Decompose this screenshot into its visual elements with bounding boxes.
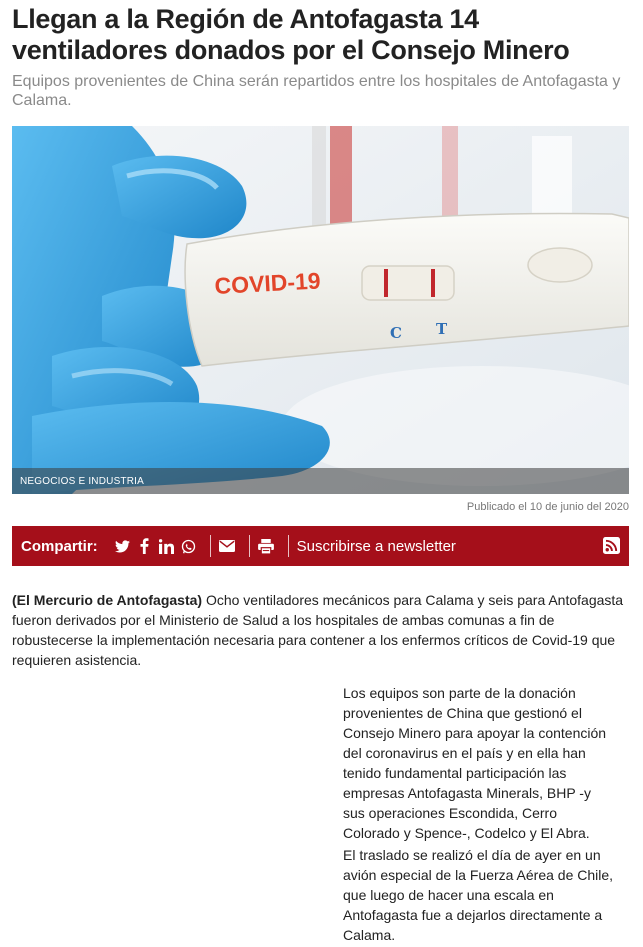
twitter-icon[interactable] [114,538,131,555]
divider [288,535,289,557]
article-paragraph: El traslado se realizó el día de ayer en un avión especial de la Fuerza Aérea de Chile, que luego de hacer una escala en Antofagasta fue a dejarlos directamente a Calama. [343,847,614,943]
publish-date: Publicado el 10 de junio del 2020 [466,501,629,513]
control-marker: C [390,324,402,342]
test-marker: T [436,320,448,338]
article-lead [12,590,632,670]
article-headline: Llegan a la Región de Antofagasta 14 ventiladores donados por el Consejo Minero [12,4,570,65]
lead-text: Ocho ventiladores mecánicos para Calama y seis para Antofagasta fueron derivados por el Ministerio de Salud a los hospitales de ambas comunas a fin de robustecerse la implementación necesaria para contener a los enfermos críticos de Covid-19 que requieren asistencia. [12,592,624,668]
article-paragraph: Los equipos son parte de la donación provenientes de China que gestionó el Consejo Minero para apoyar la contención del coronavirus en el país y en ella han tenido fundamental participación las empresas Antofagasta Minerals, BHP -y sus operaciones Escondida, Cerro Colorado y Spence-, Codelco y El Abra. [343,685,607,841]
lead-source: (El Mercurio de Antofagasta) [12,592,203,608]
covid-test-photo [12,126,629,494]
email-icon[interactable] [219,538,236,555]
divider [210,535,211,557]
facebook-icon[interactable] [136,538,153,555]
rss-icon[interactable] [603,537,620,559]
category-strip [12,468,629,494]
whatsapp-icon[interactable] [180,538,197,555]
share-label: Compartir: [21,537,98,555]
covid-label: COVID-19 [213,267,322,299]
divider [249,535,250,557]
category-label[interactable]: NEGOCIOS E INDUSTRIA [20,476,145,487]
print-icon[interactable] [258,538,275,555]
newsletter-link[interactable]: Suscribirse a newsletter [296,537,456,555]
linkedin-icon[interactable] [158,538,175,555]
share-bar [12,526,629,566]
article-subtitle: Equipos provenientes de China serán repartidos entre los hospitales de Antofagasta y Calama. [12,73,621,109]
hero-image [12,126,629,494]
